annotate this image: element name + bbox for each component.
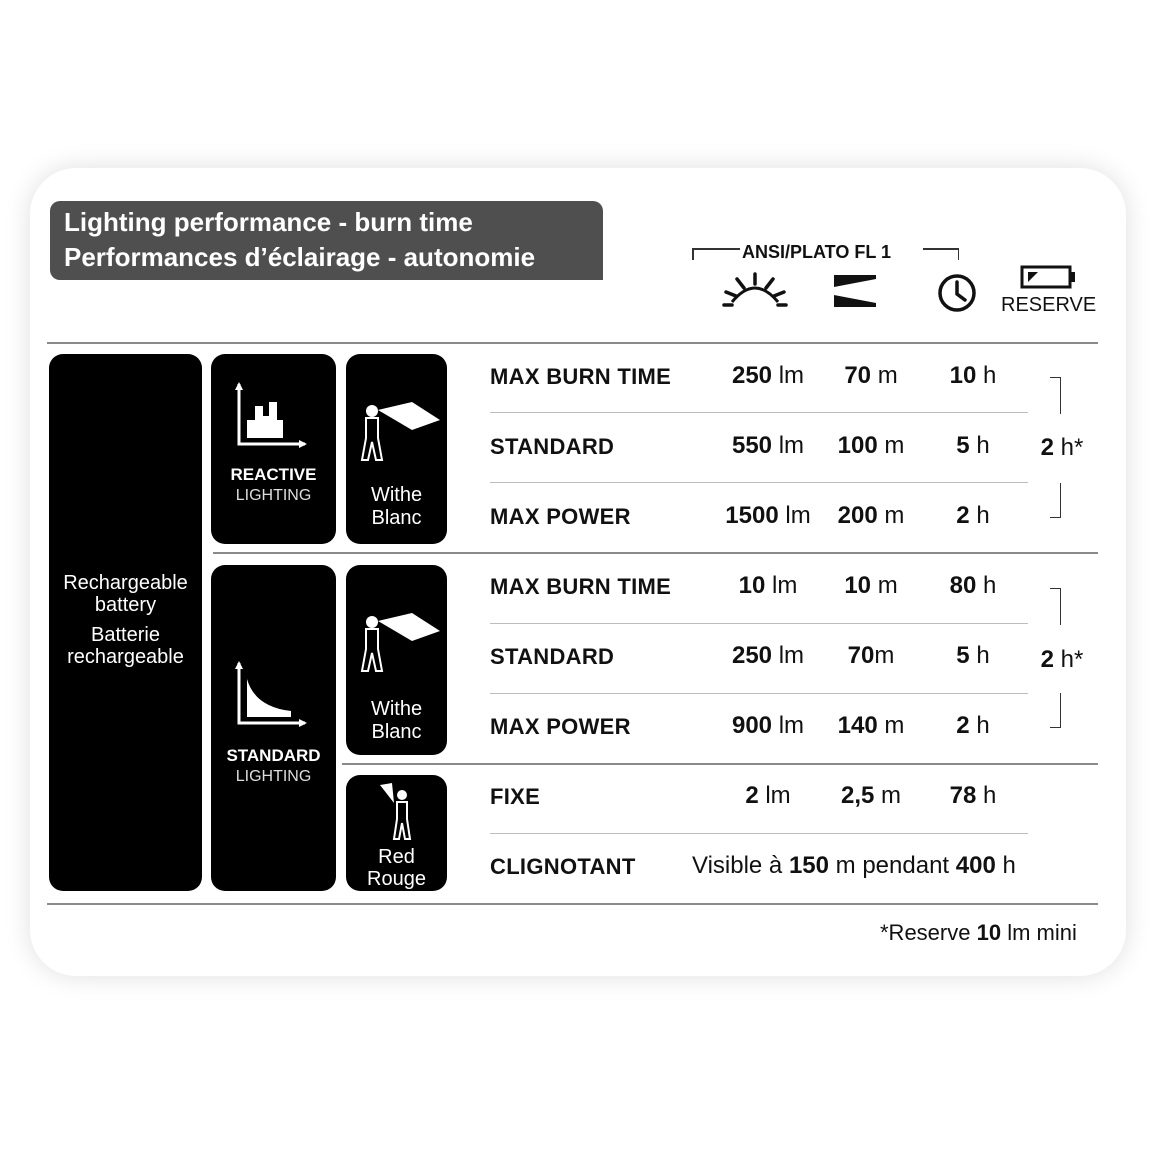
white-beam-block-2 xyxy=(346,565,447,755)
reserve-bracket-top xyxy=(1050,588,1061,625)
distance-cell: 200 m xyxy=(837,502,905,529)
beam-color-en: Withe xyxy=(370,698,423,720)
footnote: *Reserve 10 lm mini xyxy=(880,920,1077,945)
row-divider xyxy=(490,693,1028,694)
row-mode-name: CLIGNOTANT xyxy=(490,854,636,879)
mode-name-reactive: REACTIVE xyxy=(230,465,317,484)
headlamp-white-icon xyxy=(354,613,442,675)
row-divider xyxy=(490,412,1028,413)
title-banner xyxy=(50,201,603,280)
reserve-label: RESERVE xyxy=(1001,294,1097,316)
lumen-cell: 2 lm xyxy=(745,782,791,809)
title-french: Performances d’éclairage - autonomie xyxy=(64,242,536,272)
reserve-bracket-bottom xyxy=(1050,693,1061,728)
lumen-cell: 10 lm xyxy=(738,572,798,599)
beam-divider xyxy=(342,763,1098,765)
time-cell: 2 h xyxy=(956,712,990,739)
beam-distance-icon xyxy=(832,273,878,309)
reserve-bracket-bottom xyxy=(1050,483,1061,518)
lumen-cell: 900 lm xyxy=(731,712,805,739)
beam-color-en: Red xyxy=(378,846,415,868)
mode-sub-reactive: LIGHTING xyxy=(235,487,312,504)
row-mode-name: MAX POWER xyxy=(490,714,631,739)
row-divider xyxy=(490,482,1028,483)
lumen-cell: 550 lm xyxy=(731,432,805,459)
beam-color-fr: Blanc xyxy=(371,721,422,743)
lumen-cell: 1500 lm xyxy=(725,502,811,529)
row-mode-name: FIXE xyxy=(490,784,541,809)
beam-color-fr: Blanc xyxy=(371,507,422,529)
mode-name-standard: STANDARD xyxy=(226,746,321,765)
time-cell: 10 h xyxy=(949,362,997,389)
distance-cell: 140 m xyxy=(837,712,905,739)
distance-cell: 2,5 m xyxy=(840,782,902,809)
row-mode-name: MAX BURN TIME xyxy=(490,364,672,389)
row-divider xyxy=(490,833,1028,834)
headlamp-red-icon xyxy=(376,781,418,841)
reserve-bracket-top xyxy=(1050,377,1061,414)
beam-color-en: Withe xyxy=(370,484,423,506)
ansi-label: ANSI/PLATO FL 1 xyxy=(742,242,892,262)
blink-visibility-text: Visible à 150 m pendant 400 h xyxy=(692,852,1016,879)
row-mode-name: STANDARD xyxy=(490,434,615,459)
reserve-time-cell: 2 h* xyxy=(1040,646,1084,673)
time-cell: 80 h xyxy=(949,572,997,599)
red-beam-block xyxy=(346,775,447,891)
row-divider xyxy=(490,623,1028,624)
row-mode-name: MAX BURN TIME xyxy=(490,574,672,599)
standard-chart-icon xyxy=(233,659,313,729)
battery-label-en: Rechargeable battery xyxy=(63,572,188,616)
battery-block xyxy=(49,354,202,891)
battery-icon xyxy=(1020,264,1078,290)
time-cell: 5 h xyxy=(956,432,990,459)
reactive-chart-icon xyxy=(233,380,313,450)
row-mode-name: MAX POWER xyxy=(490,504,631,529)
reactive-lighting-block xyxy=(211,354,336,544)
time-cell: 5 h xyxy=(956,642,990,669)
mode-sub-standard: LIGHTING xyxy=(235,768,312,785)
lumen-cell: 250 lm xyxy=(731,642,805,669)
table-top-rule xyxy=(47,342,1098,344)
time-cell: 78 h xyxy=(949,782,997,809)
white-beam-block-1 xyxy=(346,354,447,544)
light-output-icon xyxy=(722,272,788,308)
battery-label-fr: Batterie rechargeable xyxy=(67,624,184,668)
row-mode-name: STANDARD xyxy=(490,644,615,669)
distance-cell: 70 m xyxy=(844,362,898,389)
reserve-time-cell: 2 h* xyxy=(1040,434,1084,461)
table-bottom-rule xyxy=(47,903,1098,905)
time-cell: 2 h xyxy=(956,502,990,529)
group-divider xyxy=(213,552,1098,554)
headlamp-white-icon xyxy=(354,402,442,464)
distance-cell: 70m xyxy=(847,642,895,669)
clock-icon xyxy=(936,272,978,314)
beam-color-fr: Rouge xyxy=(367,868,426,890)
distance-cell: 10 m xyxy=(844,572,898,599)
distance-cell: 100 m xyxy=(837,432,905,459)
title-english: Lighting performance - burn time xyxy=(64,207,473,237)
lumen-cell: 250 lm xyxy=(731,362,805,389)
standard-lighting-block xyxy=(211,565,336,891)
